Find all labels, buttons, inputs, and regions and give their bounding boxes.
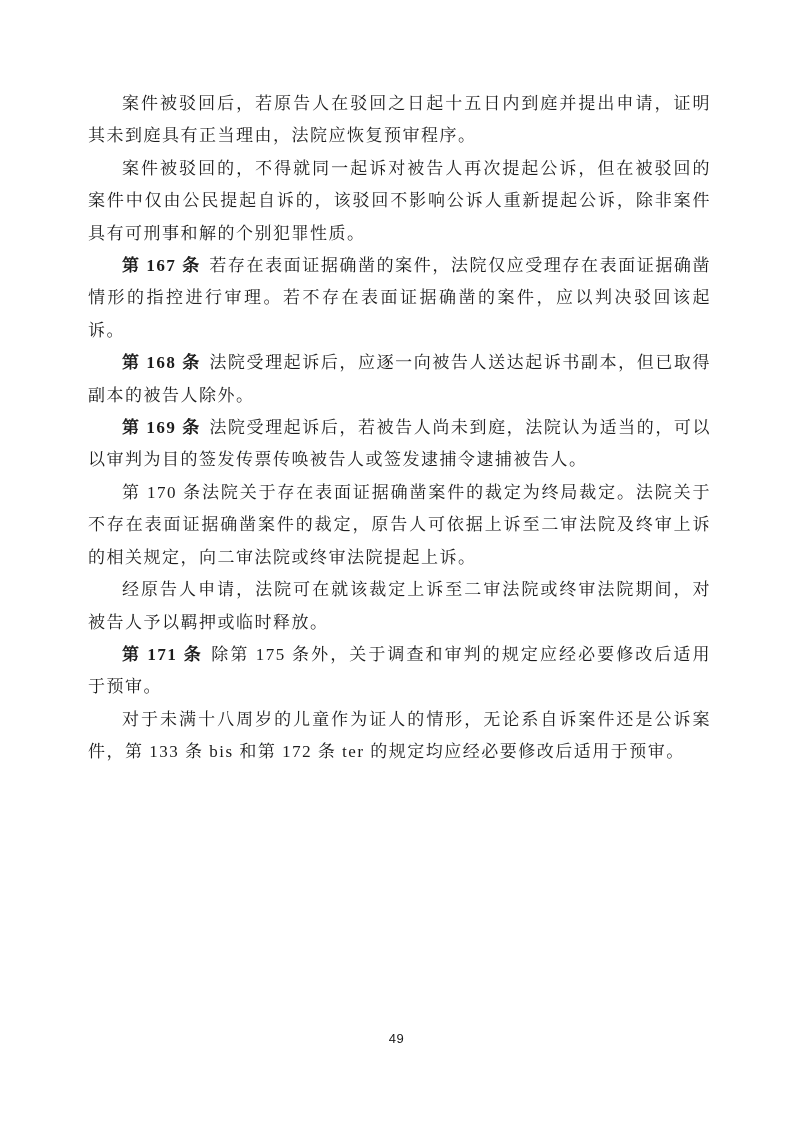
paragraph — [88, 704, 711, 769]
page-number: 49 — [388, 1031, 405, 1046]
paragraph-article-168 — [88, 347, 711, 412]
paragraph — [88, 88, 711, 153]
paragraph — [88, 574, 711, 639]
paragraph — [88, 153, 711, 250]
paragraph-text: 经原告人申请，法院可在就该裁定上诉至二审法院或终审法院期间，对被告人予以羁押或临时释放。 — [88, 580, 711, 632]
paragraph-text: 第 170 条法院关于存在表面证据确凿案件的裁定为终局裁定。法院关于不存在表面证据确凿案件的裁定，原告人可依据上诉至二审法院及终审上诉的相关规定，向二审法院或终审法院提起上诉。 — [88, 482, 711, 567]
paragraph-text: 对于未满十八周岁的儿童作为证人的情形，无论系自诉案件还是公诉案件，第 133 条 bis 和第 172 条 ter 的规定均应经必要修改后适用于预审。 — [88, 709, 711, 762]
paragraph-text: 案件被驳回后，若原告人在驳回之日起十五日内到庭并提出申请，证明其未到庭具有正当理由，法院应恢复预审程序。 — [88, 94, 711, 146]
body-text-block — [88, 88, 711, 769]
article-number: 第 169 条 — [122, 418, 201, 438]
article-number: 第 171 条 — [122, 644, 203, 664]
paragraph-text: 法院受理起诉后，若被告人尚未到庭，法院认为适当的，可以以审判为目的签发传票传唤被告人或签发逮捕令逮捕被告人。 — [88, 418, 712, 470]
article-number: 第 168 条 — [122, 353, 201, 373]
paragraph-text: 法院受理起诉后，应逐一向被告人送达起诉书副本，但已取得副本的被告人除外。 — [88, 353, 712, 405]
article-number: 第 167 条 — [122, 256, 201, 276]
paragraph-text: 若存在表面证据确凿的案件，法院仅应受理存在表面证据确凿情形的指控进行审理。若不存在表面证据确凿的案件，应以判决驳回该起诉。 — [88, 256, 712, 340]
paragraph-article-171 — [88, 639, 711, 704]
paragraph-article-167 — [88, 250, 711, 347]
paragraph-text: 除第 175 条外，关于调查和审判的规定应经必要修改后适用于预审。 — [88, 644, 712, 697]
paragraph-article-170 — [88, 477, 711, 574]
paragraph-article-169 — [88, 412, 711, 477]
paragraph-text: 案件被驳回的，不得就同一起诉对被告人再次提起公诉，但在被驳回的案件中仅由公民提起自诉的，该驳回不影响公诉人重新提起公诉，除非案件具有可刑事和解的个别犯罪性质。 — [88, 158, 711, 243]
